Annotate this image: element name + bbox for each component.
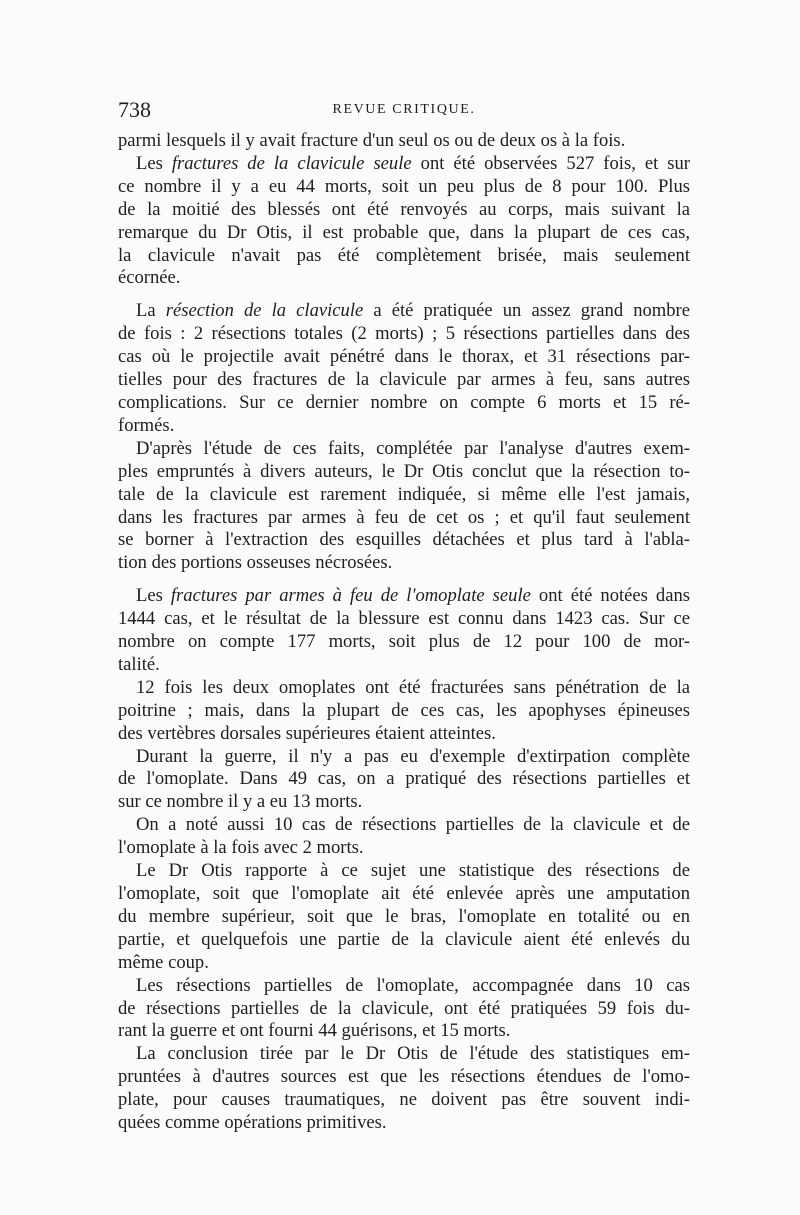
text-line: de la moitié des blessés ont été renvoyés au corps, mais suivant la — [118, 198, 690, 220]
running-title: REVUE CRITIQUE. — [332, 102, 476, 117]
paragraph-11 — [118, 1043, 690, 1135]
text-line: 1444 cas, et le résultat de la blessure est connu dans 1423 cas. Sur ce — [118, 608, 690, 630]
text-line: pruntées à d'autres sources est que les résections étendues de l'omo- — [118, 1066, 690, 1088]
text-line: nombre on compte 177 morts, soit plus de 12 pour 100 de mor- — [118, 631, 690, 653]
text-line: écornée. — [118, 267, 181, 289]
text-line: de résections partielles de la clavicule, ont été pratiquées 59 fois du- — [118, 997, 690, 1019]
text-line: se borner à l'extraction des esquilles détachées et plus tard à l'abla- — [118, 529, 690, 551]
text-line: la clavicule n'avait pas été complètement brisée, mais seulement — [118, 244, 690, 266]
text-line: parmi lesquels il y avait fracture d'un seul os ou de deux os à la fois. — [118, 130, 626, 151]
page-header — [118, 97, 690, 123]
text-line — [118, 300, 690, 323]
text-line: cas où le projectile avait pénétré dans le thorax, et 31 résections par- — [118, 346, 690, 368]
text-line: complications. Sur ce dernier nombre on compte 6 morts et 15 ré- — [118, 391, 690, 413]
text-line: tielles pour des fractures de la clavicule par armes à feu, sans autres — [118, 369, 690, 391]
text-line — [118, 585, 690, 608]
text-run: Les — [136, 585, 171, 607]
text-line: On a noté aussi 10 cas de résections partielles de la clavicule et de — [136, 814, 690, 836]
text-line: plate, pour causes traumatiques, ne doivent pas être souvent indi- — [118, 1089, 690, 1111]
paragraph-6 — [118, 677, 690, 746]
paragraph-1 — [118, 130, 690, 153]
paragraph-2 — [118, 153, 690, 290]
text-line: tale de la clavicule est rarement indiquée, si même elle l'est jamais, — [118, 483, 690, 505]
text-line: Le Dr Otis rapporte à ce sujet une statistique des résections de — [136, 860, 690, 882]
paragraph-5 — [118, 585, 690, 677]
text-line: des vertèbres dorsales supérieures étaient atteintes. — [118, 722, 496, 744]
text-line: 12 fois les deux omoplates ont été fracturées sans pénétration de la — [136, 676, 690, 698]
text-line: partie, et quelquefois une partie de la clavicule aient été enlevés du — [118, 928, 690, 950]
italic-run: résection de la clavicule — [165, 300, 364, 322]
text-line: quées comme opérations primitives. — [118, 1112, 387, 1134]
page-number: 738 — [118, 97, 151, 122]
italic-run: fractures de la clavicule seule — [171, 152, 412, 174]
text-run: ont été observées 527 fois, et sur — [411, 152, 691, 174]
text-line: D'après l'étude de ces faits, complétée par l'analyse d'autres exem- — [136, 437, 690, 459]
text-line: ples empruntés à divers auteurs, le Dr Otis conclut que la résection to- — [118, 460, 690, 482]
text-line: l'omoplate, soit que l'omoplate ait été enlevée après une amputation — [118, 883, 690, 904]
text-line: sur ce nombre il y a eu 13 morts. — [118, 791, 363, 813]
paragraph-10 — [118, 975, 690, 1044]
text-line: du membre supérieur, soit que le bras, l'omoplate en totalité ou en — [118, 905, 690, 927]
text-line: La conclusion tirée par le Dr Otis de l'étude des statistiques em- — [136, 1043, 690, 1065]
text-line: rant la guerre et ont fourni 44 guérisons, et 15 morts. — [118, 1020, 511, 1042]
text-line: l'omoplate à la fois avec 2 morts. — [118, 837, 364, 859]
paragraph-7 — [118, 746, 690, 815]
text-line: dans les fractures par armes à feu de cet os ; et qu'il faut seulement — [118, 506, 690, 528]
text-line: ce nombre il y a eu 44 morts, soit un peu plus de 8 pour 100. Plus — [118, 175, 690, 197]
text-run: Les — [136, 152, 172, 174]
text-run: La — [136, 300, 166, 322]
paragraph-4 — [118, 438, 690, 575]
text-line — [118, 153, 690, 176]
text-line: poitrine ; mais, dans la plupart de ces cas, les apophyses épineuses — [118, 699, 690, 721]
paragraph-9 — [118, 860, 690, 975]
text-line: de fois : 2 résections totales (2 morts) ; 5 résections partielles dans des — [118, 323, 690, 345]
paragraph-3 — [118, 300, 690, 437]
text-line: tion des portions osseuses nécrosées. — [118, 552, 393, 574]
text-line: de l'omoplate. Dans 49 cas, on a pratiqué des résections partielles et — [118, 768, 690, 790]
text-line: Durant la guerre, il n'y a pas eu d'exemple d'extirpation complète — [136, 745, 690, 767]
paragraph-8 — [118, 814, 690, 860]
text-line: talité. — [118, 653, 160, 675]
text-line: formés. — [118, 414, 175, 436]
text-line: remarque du Dr Otis, il est probable que, dans la plupart de ces cas, — [118, 221, 690, 243]
text-line: même coup. — [118, 951, 209, 973]
text-run: ont été notées dans — [530, 585, 690, 607]
page-body — [118, 130, 690, 1135]
text-line: Les résections partielles de l'omoplate, accompagnée dans 10 cas — [136, 974, 690, 996]
text-run: a été pratiquée un assez grand nombre — [363, 300, 691, 322]
italic-run: fractures par armes à feu de l'omoplate seule — [170, 585, 531, 607]
